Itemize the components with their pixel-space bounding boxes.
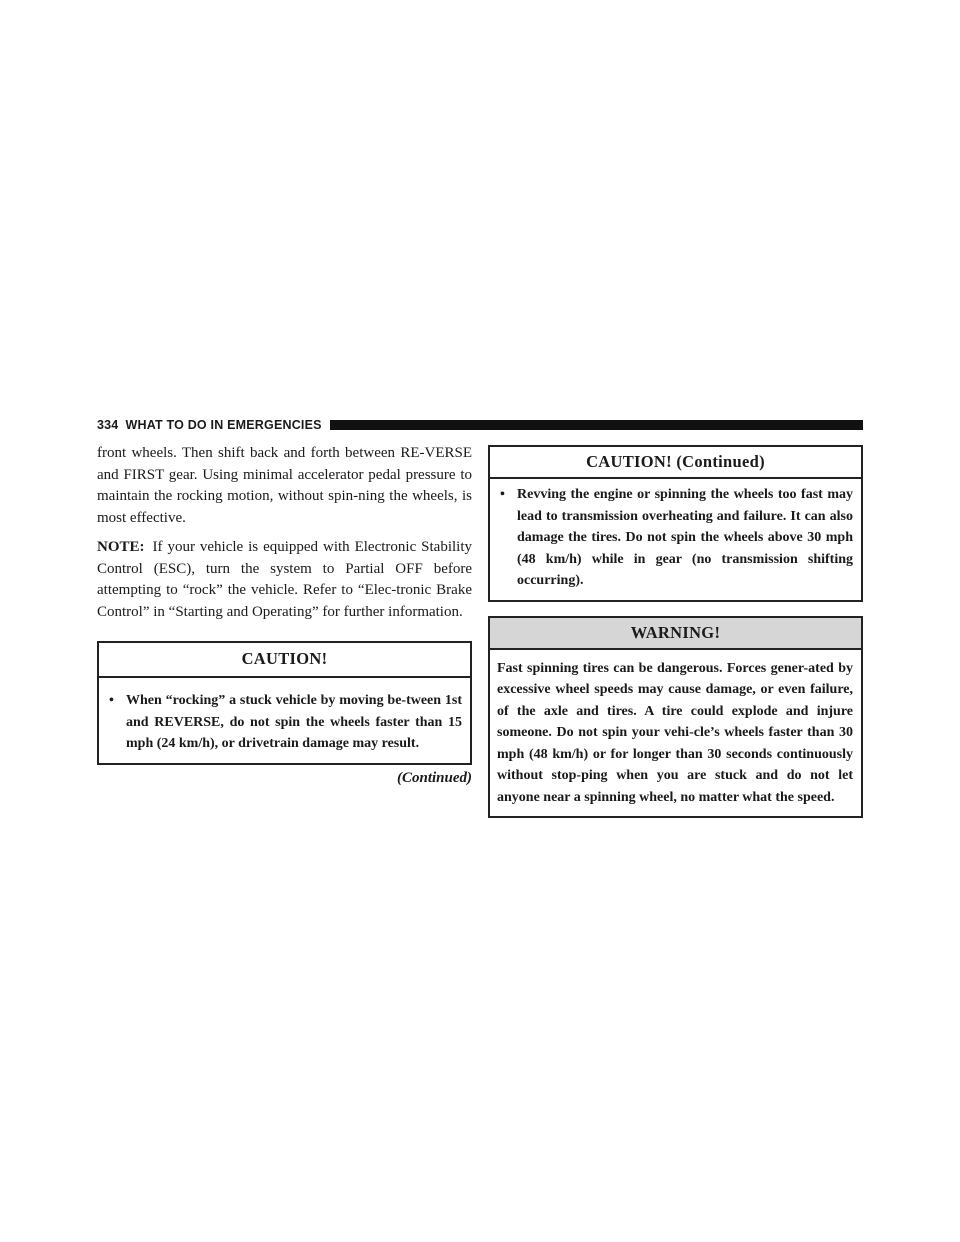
- note-paragraph: [97, 537, 472, 623]
- header-rule: [330, 420, 863, 430]
- right-column: [488, 445, 863, 818]
- page-number: 334: [97, 418, 119, 432]
- continued-label: (Continued): [396, 769, 472, 786]
- body-paragraph: front wheels. Then shift back and forth between RE-VERSE and FIRST gear. Using minimal accelerator pedal pressure to maintain the rocking motion, without spin-ning the wheels, is most effective.: [97, 445, 472, 526]
- caution-box: [97, 641, 472, 765]
- warning-title: WARNING!: [490, 618, 861, 650]
- caution-bullet-item: [106, 690, 462, 755]
- caution-title: CAUTION!: [99, 643, 470, 678]
- caution-continued-box: [488, 445, 863, 602]
- caution-body: [99, 678, 470, 763]
- warning-text: Fast spinning tires can be dangerous. Forces gener-ated by excessive wheel speeds may cause damage, or even failure, of the axle and tires. A tire could explode and injure someone. Do not spin your vehi-cle’s wheels faster than 30 mph (48 km/h) or for longer than 30 seconds continuously without stop-ping when you are stuck and do not let anyone near a spinning wheel, no matter what the speed.: [497, 660, 853, 805]
- caution-continued-bullet-item: [497, 484, 853, 592]
- caution-continued-item-text: Revving the engine or spinning the wheels too fast may lead to transmission overheating and failure. It can also damage the tires. Do not spin the wheels above 30 mph (48 km/h) while in gear (no transmission shifting occurring).: [517, 487, 853, 588]
- caution-continued-body: [490, 479, 861, 600]
- bullet-marker: •: [109, 693, 114, 708]
- caution-continued-title: CAUTION! (Continued): [490, 447, 861, 479]
- bullet-marker: •: [500, 487, 505, 502]
- page-header: [97, 418, 863, 432]
- warning-box: [488, 616, 863, 819]
- caution-item-text: When “rocking” a stuck vehicle by moving be-tween 1st and REVERSE, do not spin the wheels faster than 15 mph (24 km/h), or drivetrain damage may result.: [126, 693, 462, 751]
- section-title: WHAT TO DO IN EMERGENCIES: [125, 418, 322, 432]
- note-label: NOTE:: [97, 539, 145, 555]
- warning-body: [490, 650, 861, 817]
- left-column: [97, 443, 472, 787]
- note-text: If your vehicle is equipped with Electronic Stability Control (ESC), turn the system to Partial OFF before attempting to “rock” the vehicle. Refer to “Elec-tronic Brake Control” in “Starting and Operating” for further information.: [97, 539, 472, 620]
